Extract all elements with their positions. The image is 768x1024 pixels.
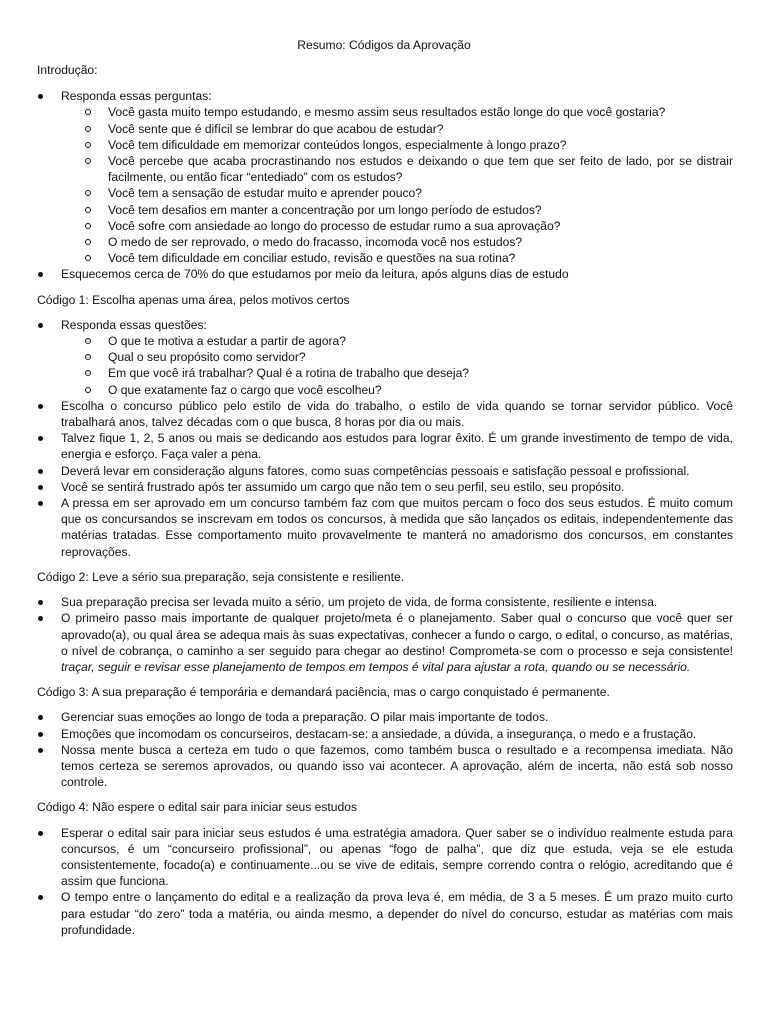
bullet-item xyxy=(37,88,733,266)
page-title: Resumo: Códigos da Aprovação xyxy=(297,38,471,52)
bullet-item: Deverá levar em consideração alguns fatores, como suas competências pessoais e satisfação pessoal e profissional. xyxy=(37,463,733,479)
sub-item: Você gasta muito tempo estudando, e mesmo assim seus resultados estão longe do que você gostaria? xyxy=(61,104,733,120)
section-heading-codigo-1: Código 1: Escolha apenas uma área, pelos motivos certos xyxy=(37,292,350,307)
section-heading-introducao: Introdução: xyxy=(37,63,98,77)
sub-item: Em que você irá trabalhar? Qual é a rotina de trabalho que deseja? xyxy=(61,365,733,381)
section-heading-codigo-3: Código 3: A sua preparação é temporária e demandará paciência, mas o cargo conquistado é permanente. xyxy=(37,685,610,700)
bullet-item: Você se sentirá frustrado após ter assumido um cargo que não tem o seu perfil, seu estilo, seu propósito. xyxy=(37,479,733,495)
bullet-item xyxy=(37,317,733,398)
bullet-list xyxy=(37,88,733,282)
sub-item: Você tem dificuldade em conciliar estudo, revisão e questões na sua rotina? xyxy=(61,250,733,266)
section-heading-codigo-4: Código 4: Não espere o edital sair para iniciar seus estudos xyxy=(37,800,357,815)
bullet-item: Talvez fique 1, 2, 5 anos ou mais se dedicando aos estudos para lograr êxito. É um grande investimento de tempo de vida, energia e esforço. Faça valer a pena. xyxy=(37,430,733,462)
bullet-item: A pressa em ser aprovado em um concurso também faz com que muitos percam o foco dos seus estudos. É muito comum que os concursandos se inscrevam em todos os concursos, à medida que são lançados os editais, independentemente das matérias tratadas. Esse comportamento muito provavelmente te manterá no amadorismo dos concursos, em constantes reprovações. xyxy=(37,495,733,560)
bullet-item: O tempo entre o lançamento do edital e a realização da prova leva é, em média, de 3 a 5 meses. É um prazo muito curto para estudar “do zero” toda a matéria, ou ainda mesmo, a depender do nível do concurso, estudar as matérias com mais profundidade. xyxy=(37,889,733,938)
bullet-italic-text: traçar, seguir e revisar esse planejamento de tempos em tempos é vital para ajustar a rota, quando ou se necessário. xyxy=(61,659,691,674)
bullet-item: Sua preparação precisa ser levada muito a sério, um projeto de vida, de forma consistente, resiliente e intensa. xyxy=(37,594,733,610)
bullet-item: Gerenciar suas emoções ao longo de toda a preparação. O pilar mais importante de todos. xyxy=(37,709,733,725)
bullet-item xyxy=(37,610,733,675)
sub-list xyxy=(61,104,733,266)
bullet-text: O primeiro passo mais importante de qualquer projeto/meta é o planejamento. Saber qual o concurso que você quer ser aprovado(a), ou qual área se adequa mais às suas expectativas, conhecer a fundo o cargo, o edital, o concurso, as matérias, o nível de cobrança, o caminho a ser seguido para chegar ao destino! Comprometa-se com o processo e seja consistente! xyxy=(61,611,733,658)
sub-item: O que te motiva a estudar a partir de agora? xyxy=(61,333,733,349)
bullet-list xyxy=(37,709,733,790)
sub-item: O medo de ser reprovado, o medo do fracasso, incomoda você nos estudos? xyxy=(61,234,733,250)
sub-item: Você tem dificuldade em memorizar conteúdos longos, especialmente à longo prazo? xyxy=(61,137,733,153)
sub-item: Você sente que é difícil se lembrar do que acabou de estudar? xyxy=(61,121,733,137)
bullet-text: Responda essas questões: xyxy=(61,317,207,332)
bullet-list xyxy=(37,825,733,938)
sub-item: Você sofre com ansiedade ao longo do processo de estudar rumo a sua aprovação? xyxy=(61,218,733,234)
bullet-item: Esquecemos cerca de 70% do que estudamos por meio da leitura, após alguns dias de estudo xyxy=(37,266,733,282)
sub-item: Você percebe que acaba procrastinando nos estudos e deixando o que tem que ser feito de lado, por se distrair facilmente, ou então ficar “entediado” com os estudos? xyxy=(61,153,733,185)
sub-item: Você tem desafios em manter a concentração por um longo período de estudos? xyxy=(61,202,733,218)
bullet-list xyxy=(37,594,733,675)
bullet-item: Emoções que incomodam os concurseiros, destacam-se: a ansiedade, a dúvida, a insegurança, o medo e a frustação. xyxy=(37,726,733,742)
bullet-list xyxy=(37,317,733,560)
sub-item: Você tem a sensação de estudar muito e aprender pouco? xyxy=(61,185,733,201)
sub-list xyxy=(61,333,733,398)
section-heading-codigo-2: Código 2: Leve a sério sua preparação, seja consistente e resiliente. xyxy=(37,569,405,584)
sub-item: Qual o seu propósito como servidor? xyxy=(61,349,733,365)
bullet-item: Esperar o edital sair para iniciar seus estudos é uma estratégia amadora. Quer saber se o indivíduo realmente estuda para concursos, é um “concurseiro profissional”, ou apenas “fogo de palha”, que diz que estuda, veja se ele estuda consistentemente, focado(a) e continuamente...ou se vive de editais, sempre correndo contra o relógio, acreditando que é assim que funciona. xyxy=(37,825,733,890)
bullet-item: Nossa mente busca a certeza em tudo o que fazemos, como também busca o resultado e a recompensa imediata. Não temos certeza se seremos aprovados, ou quando isso vai acontecer. A aprovação, além de incerta, não está sob nosso controle. xyxy=(37,742,733,791)
bullet-item: Escolha o concurso público pelo estilo de vida do trabalho, o estilo de vida quando se tornar servidor público. Você trabalhará anos, talvez décadas com o que busca, 8 horas por dia ou mais. xyxy=(37,398,733,430)
sub-item: O que exatamente faz o cargo que você escolheu? xyxy=(61,382,733,398)
document-body xyxy=(37,62,733,947)
bullet-text: Responda essas perguntas: xyxy=(61,89,212,104)
